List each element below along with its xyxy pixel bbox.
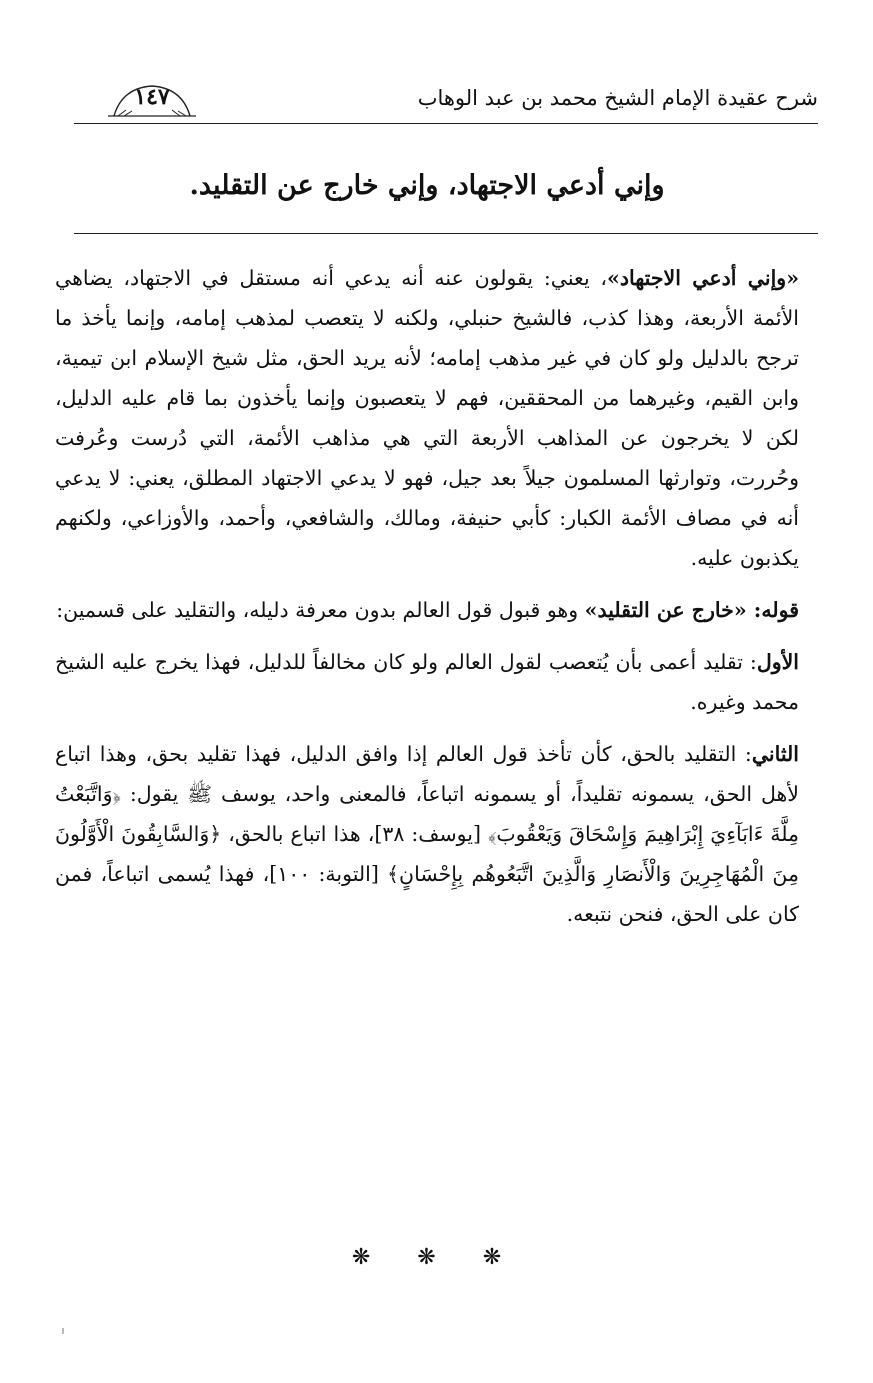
paragraph-3: [55, 642, 799, 722]
paragraph-1-text: ، يعني: يقولون عنه أنه يدعي أنه مستقل في الاجتهاد، يضاهي الأئمة الأربعة، وهذا كذب، فالشيخ حنبلي، ولكنه لا يتعصب لمذهب إمامه، وإنما يأخذ ما ترجح بالدليل ولو كان في غير مذهب إمامه؛ لأنه يريد الحق، مثل شيخ الإسلام ابن تيمية، وابن القيم، وغيرهما من المحققين، فهم لا يتعصبون وإنما يأخذون بما قام عليه الدليل، لكن لا يخرجون عن المذاهب الأربعة التي هي مذاهب الأئمة، التي دُرست وعُرفت وحُررت، وتوارثها المسلمون جيلاً بعد جيل، فهو لا يدعي الاجتهاد المطلق، يعني: لا يدعي أنه في مصاف الأئمة الكبار: كأبي حنيفة، ومالك، والشافعي، وأحمد، والأوزاعي، ولكنهم يكذبون عليه.: [55, 266, 799, 570]
quran-verse-2: ﴿وَالسَّابِقُونَ الْأَوَّلُونَ مِنَ الْمُهَاجِرِينَ وَالْأَنصَارِ وَالَّذِينَ اتَّبَعُوهُم بِإِحْسَانٍ﴾: [55, 822, 799, 886]
quran-verse-1: ﴿وَاتَّبَعْتُ مِلَّةَ ءَابَآءِيَ إِبْرَاهِيمَ وَإِسْحَاقَ وَيَعْقُوبَ﴾: [55, 782, 799, 846]
paragraph-2-lead: قوله: «خارج عن التقليد»: [584, 598, 799, 622]
paragraph-3-lead: الأول: [756, 650, 799, 674]
paragraph-2: [55, 590, 799, 630]
page-number: ١٤٧: [134, 84, 170, 110]
matn-heading: وإني أدعي الاجتهاد، وإني خارج عن التقليد.: [189, 170, 665, 201]
paragraph-4-text-a: : التقليد بالحق، كأن تأخذ قول العالم إذا وافق الدليل، فهذا تقليد بحق، وهذا اتباع لأهل الحق، يسمونه تقليداً، أو يسمونه اتباعاً، فالمعنى واحد، يوسف ﷺ يقول:: [55, 742, 799, 806]
paragraph-3-text: : تقليد أعمى بأن يُتعصب لقول العالم ولو كان مخالفاً للدليل، فهذا يخرج عليه الشيخ محمد وغيره.: [55, 650, 799, 714]
quran-ref-1: [يوسف: ٣٨]، هذا اتباع بالحق،: [221, 822, 488, 846]
header-divider: [74, 123, 818, 124]
paragraph-2-text: وهو قبول قول العالم بدون معرفة دليله، والتقليد على قسمين:: [56, 598, 585, 622]
quran-ref-2: [التوبة: ١٠٠]، فهذا يُسمى اتباعاً، فمن كان على الحق، فنحن نتبعه.: [55, 862, 799, 926]
running-title: شرح عقيدة الإمام الشيخ محمد بن عبد الوهاب: [417, 86, 818, 110]
paragraph-4: [55, 734, 799, 934]
page-header: [74, 82, 818, 122]
matn-divider: [74, 233, 818, 234]
section-separator: ❋ ❋ ❋: [351, 1245, 522, 1270]
paragraph-4-lead: الثاني: [751, 742, 799, 766]
paragraph-1-lead: «وإني أدعي الاجتهاد»: [607, 266, 800, 290]
paragraph-1: [55, 258, 799, 578]
scan-mark: [62, 1328, 64, 1334]
commentary-body: [55, 258, 799, 946]
